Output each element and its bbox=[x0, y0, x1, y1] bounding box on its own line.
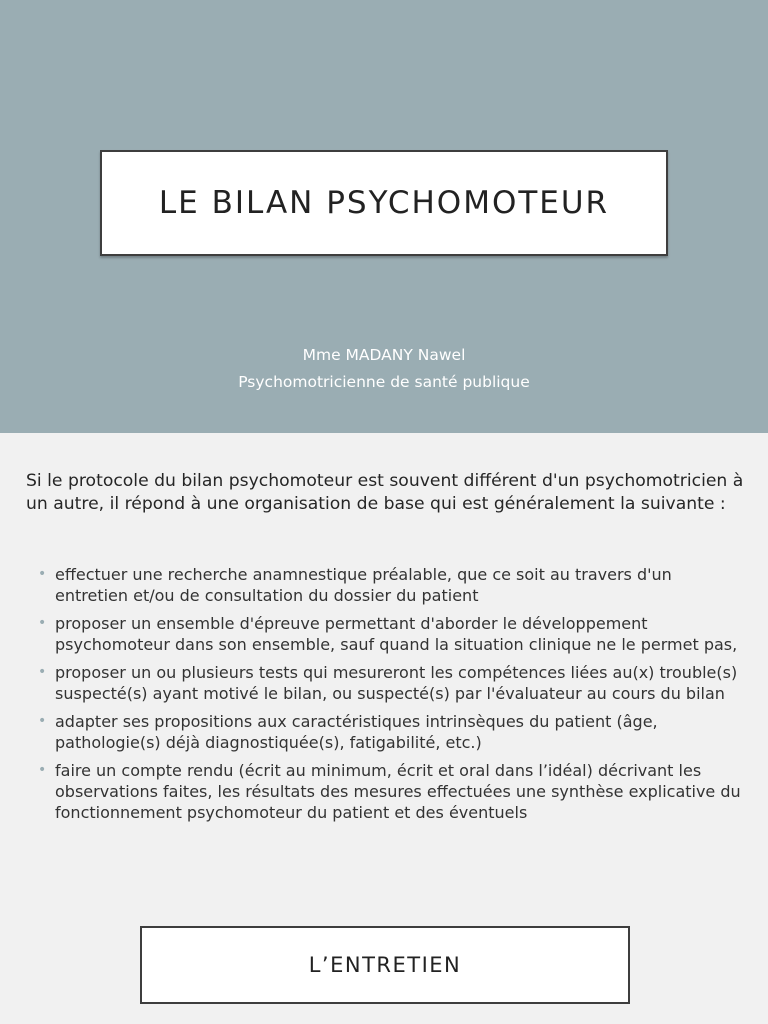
bullet-icon: • bbox=[38, 713, 47, 729]
bullet-list bbox=[38, 564, 742, 866]
bullet-text: effectuer une recherche anamnestique préalable, que ce soit au travers d'un entretien et/ou de consultation du dossier du patient bbox=[55, 565, 672, 605]
list-item bbox=[38, 662, 742, 704]
author-name: Mme MADANY Nawel bbox=[302, 346, 466, 364]
bullet-text: proposer un ensemble d'épreuve permettant d'aborder le développement psychomoteur dans son ensemble, sauf quand la situation clinique ne le permet pas, bbox=[55, 614, 738, 654]
list-item bbox=[38, 711, 742, 753]
bullet-icon: • bbox=[38, 664, 47, 680]
list-item bbox=[38, 564, 742, 606]
list-item bbox=[38, 760, 742, 823]
title-slide-banner bbox=[0, 0, 768, 433]
intro-paragraph: Si le protocole du bilan psychomoteur est souvent différent d'un psychomotricien à un autre, il répond à une organisation de base qui est généralement la suivante : bbox=[26, 471, 744, 514]
bullet-text: faire un compte rendu (écrit au minimum, écrit et oral dans l’idéal) décrivant les observations faites, les résultats des mesures effectuées une synthèse explicative du fonctionnement psychomoteur du patient et des éventuels bbox=[55, 761, 741, 822]
author-role: Psychomotricienne de santé publique bbox=[238, 373, 530, 391]
bullet-text: adapter ses propositions aux caractéristiques intrinsèques du patient (âge, pathologie(s) déjà diagnostiquée(s), fatigabilité, etc.) bbox=[55, 712, 658, 752]
section-title-box bbox=[140, 926, 630, 1004]
bullet-text: proposer un ou plusieurs tests qui mesureront les compétences liées au(x) trouble(s) suspecté(s) ayant motivé le bilan, ou suspecté(s) par l'évaluateur au cours du bilan bbox=[55, 663, 738, 703]
section-title: L’ENTRETIEN bbox=[308, 953, 462, 977]
bullet-icon: • bbox=[38, 762, 47, 778]
list-item bbox=[38, 613, 742, 655]
bullet-icon: • bbox=[38, 566, 47, 582]
bullet-icon: • bbox=[38, 615, 47, 631]
slide-title: LE BILAN PSYCHOMOTEUR bbox=[158, 185, 610, 221]
title-box bbox=[100, 150, 668, 256]
